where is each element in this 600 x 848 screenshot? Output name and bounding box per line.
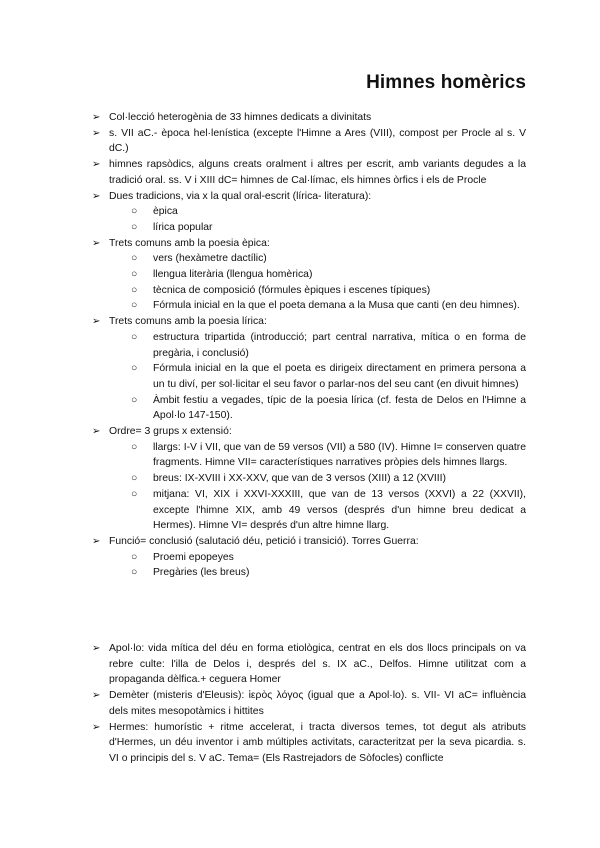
sub-item-text: breus: IX-XVIII i XX-XXV, que van de 3 versos (XIII) a 12 (XVIII) [153,473,446,485]
sub-list [109,550,526,581]
bullet-text: Trets comuns amb la poesia èpica: [109,237,270,249]
bullet-item [92,126,526,157]
arrow-bullet-icon: ➢ [92,643,101,654]
sub-list [109,330,526,424]
notes-list-section-2 [92,641,526,767]
sub-list [109,204,526,235]
circle-bullet-icon: ○ [131,567,138,579]
circle-bullet-icon: ○ [131,473,138,485]
circle-bullet-icon: ○ [131,363,138,375]
circle-bullet-icon: ○ [131,551,138,563]
bullet-item [92,534,526,581]
circle-bullet-icon: ○ [131,206,138,218]
sub-item-text: llengua literària (llengua homèrica) [153,269,313,281]
arrow-bullet-icon: ➢ [92,690,101,702]
bullet-text: Col·lecció heterogènia de 33 himnes dedicats a divinitats [109,112,372,123]
sub-item [131,393,526,424]
bullet-item [92,641,526,688]
bullet-item [92,157,526,188]
sub-item [131,487,526,534]
notes-list-section-1 [92,110,526,581]
sub-item-text: mitjana: VI, XIX i XXVI-XXXIII, que van de 13 versos (XXVI) a 22 (XXVII), excepte l'himne XIX, amb 49 versos (després d'un himne breu dedicat a Hermes). Himne VI= després d'un altre himne llarg. [153,488,526,532]
bullet-text: s. VII aC.- època hel·lenística (excepte l'Himne a Ares (VIII), compost per Procle al s. V dC.) [109,127,526,155]
bullet-text: Apol·lo: vida mítica del déu en forma etiològica, centrat en els dos llocs principals on va rebre culte: l'illa de Delos i, després del s. IX aC., Delfos. Himne utilitzat com a propaganda dèlfica.+ ceguera Homer [109,643,526,686]
arrow-bullet-icon: ➢ [92,721,101,733]
circle-bullet-icon: ○ [131,394,138,406]
bullet-item [92,189,526,236]
sub-item [131,565,526,581]
circle-bullet-icon: ○ [131,331,138,343]
circle-bullet-icon: ○ [131,284,138,296]
bullet-text: himnes rapsòdics, alguns creats oralment i altres per escrit, amb variants degudes a la tradició oral. ss. V i XIII dC= himnes de Cal·límac, els himnes òrfics i els de Procle [109,159,526,186]
sub-item-text: èpica [153,206,178,218]
sub-item-text: llargs: I-V i VII, que van de 59 versos (VII) a 580 (IV). Himne I= conserven quatre fragments. Himne VII= característiques narratives pròpies dels himnes llargs. [153,441,526,469]
sub-item-text: Fórmula inicial en la que el poeta demana a la Musa que canti (en deu himnes). [153,300,520,312]
arrow-bullet-icon: ➢ [92,159,101,171]
sub-item-text: tècnica de composició (fórmules èpiques i escenes típiques) [153,284,431,296]
sub-item [131,330,526,361]
sub-item-text: Proemi epopeyes [153,551,234,563]
bullet-text: Trets comuns amb la poesia lírica: [109,316,267,328]
circle-bullet-icon: ○ [131,441,138,453]
sub-list [109,440,526,534]
bullet-text: Dues tradicions, via x la qual oral-escrit (lírica- literatura): [109,190,372,202]
circle-bullet-icon: ○ [131,221,138,233]
sub-item [131,220,526,236]
circle-bullet-icon: ○ [131,300,138,312]
arrow-bullet-icon: ➢ [92,127,101,139]
sub-item-text: estructura tripartida (introducció; part central narrativa, mítica o en forma de pregària, i conclusió) [153,331,526,359]
arrow-bullet-icon: ➢ [92,426,101,438]
sub-item [131,283,526,299]
circle-bullet-icon: ○ [131,253,138,265]
bullet-text: Ordre= 3 grups x extensió: [109,426,232,438]
bullet-text: Funció= conclusió (salutació déu, petició i transició). Torres Guerra: [109,535,419,547]
sub-item-text: vers (hexàmetre dactílic) [153,253,267,265]
bullet-item [92,424,526,534]
sub-item [131,251,526,267]
sub-item [131,361,526,392]
sub-item [131,298,526,314]
arrow-bullet-icon: ➢ [92,535,101,547]
sub-item-text: Pregàries (les breus) [153,567,250,579]
sub-item [131,267,526,283]
sub-item-text: lírica popular [153,221,213,233]
circle-bullet-icon: ○ [131,269,138,281]
bullet-text: Hermes: humorístic + ritme accelerat, i tracta diversos temes, tot degut als atributs d'Hermes, un déu inventor i amb múltiples activitats, caracteritzat per la seva picardia. s. VI o principis del s. V aC. Tema= (Els Rastrejadors de Sòfocles) conflicte [109,721,526,764]
sub-item [131,471,526,487]
arrow-bullet-icon: ➢ [92,237,101,249]
sub-list [109,251,526,314]
bullet-item [92,236,526,315]
arrow-bullet-icon: ➢ [92,190,101,202]
bullet-item [92,110,526,126]
sub-item-text: Fórmula inicial en la que el poeta es dirigeix directament en primera persona a un tu diví, per sol·licitar el seu favor o parlar-nos del seu cant (en divuit himnes) [153,363,526,390]
bullet-item [92,688,526,719]
bullet-item [92,720,526,767]
sub-item [131,440,526,471]
bullet-item [92,314,526,424]
arrow-bullet-icon: ➢ [92,112,101,123]
sub-item [131,204,526,220]
sub-item [131,550,526,566]
page-title: Himnes homèrics [366,72,526,93]
circle-bullet-icon: ○ [131,488,138,500]
arrow-bullet-icon: ➢ [92,316,101,328]
bullet-text: Demèter (misteris d'Eleusis): ἱερὸς λόγος (igual que a Apol·lo). s. VII- VI aC= influència dels mites mesopotàmics i hittites [109,690,526,717]
sub-item-text: Àmbit festiu a vegades, típic de la poesia lírica (cf. festa de Delos en l'Himne a Apol·lo 147-150). [153,394,526,422]
